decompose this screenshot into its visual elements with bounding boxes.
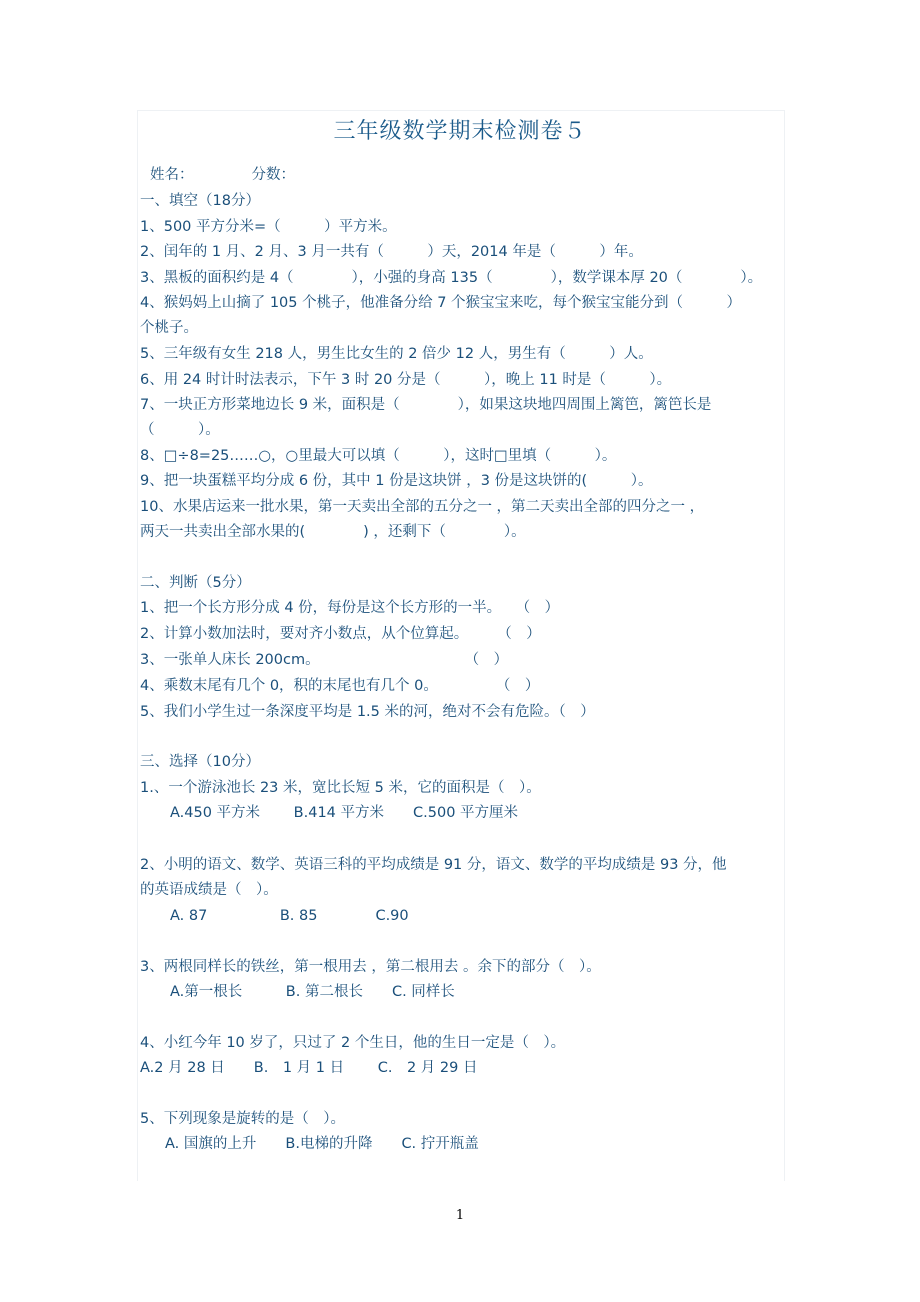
section-judge-heading: 二、判断（5分）: [140, 575, 251, 591]
fill-question-5: 5、三年级有女生 218 人，男生比女生的 2 倍少 12 人，男生有（ ）人。: [140, 346, 653, 362]
choice-question-3: 3、两根同样长的铁丝，第一根用去 ，第二根用去 。余下的部分（ ）。: [140, 959, 601, 975]
judge-question-5: 5、我们小学生过一条深度平均是 1.5 米的河，绝对不会有危险。（ ）: [140, 704, 595, 720]
choice-question-2-options: A. 87 B. 85 C.90: [170, 908, 409, 924]
name-label: 姓名：: [150, 167, 194, 183]
fill-question-6: 6、用 24 时计时法表示，下午 3 时 20 分是（ ），晚上 11 时是（ ）。: [140, 372, 672, 388]
section-fill-heading: 一、填空（18分）: [140, 193, 260, 209]
judge-question-1: 1、把一个长方形分成 4 份，每份是这个长方形的一半。 （ ）: [140, 600, 560, 616]
judge-question-3: 3、一张单人床长 200cm。 （ ）: [140, 652, 509, 668]
choice-question-3-options: A.第一根长 B. 第二根长 C. 同样长: [170, 984, 455, 1000]
judge-question-4: 4、乘数末尾有几个 0，积的末尾也有几个 0。 （ ）: [140, 678, 540, 694]
fill-question-1: 1、500 平方分米=（ ）平方米。: [140, 219, 397, 235]
judge-question-2: 2、计算小数加法时，要对齐小数点，从个位算起。 （ ）: [140, 626, 541, 642]
fill-question-7: 7、一块正方形菜地边长 9 米，面积是（ ），如果这块地四周围上篱笆，篱笆长是: [140, 397, 712, 413]
student-info-line: [150, 165, 295, 185]
choice-question-5-options: A. 国旗的上升 B.电梯的升降 C. 拧开瓶盖: [165, 1136, 479, 1152]
page-title: 三年级数学期末检测卷５: [333, 119, 587, 144]
fill-question-4: 4、猴妈妈上山摘了 105 个桃子，他准备分给 7 个猴宝宝来吃，每个猴宝宝能分到（ ）: [140, 295, 742, 311]
fill-question-8: 8、□÷8=25……○，○里最大可以填（ ），这时□里填（ ）。: [140, 448, 617, 464]
choice-question-1-options: A.450 平方米 B.414 平方米 C.500 平方厘米: [170, 805, 519, 821]
choice-question-5: 5、下列现象是旋转的是（ ）。: [140, 1111, 345, 1127]
fill-question-3: 3、黑板的面积约是 4（ ），小强的身高 135（ ），数学课本厚 20（ ）。: [140, 270, 763, 286]
choice-question-4: 4、小红今年 10 岁了，只过了 2 个生日，他的生日一定是（ ）。: [140, 1035, 566, 1051]
choice-question-4-options: A.2 月 28 日 B. 1 月 1 日 C. 2 月 29 日: [140, 1060, 478, 1076]
section-choice-heading: 三、选择（10分）: [140, 754, 260, 770]
fill-question-10: 10、水果店运来一批水果，第一天卖出全部的五分之一 ，第二天卖出全部的四分之一 ，: [140, 499, 705, 515]
fill-question-10-cont: 两天一共卖出全部水果的( ) ，还剩下（ ）。: [140, 524, 526, 540]
fill-question-9: 9、把一块蛋糕平均分成 6 份，其中 1 份是这块饼 ，3 份是这块饼的( ）。: [140, 473, 653, 489]
choice-question-2-cont: 的英语成绩是（ ）。: [140, 882, 278, 898]
fill-question-4-cont: 个桃子。: [140, 320, 198, 336]
page-number: 1: [455, 1208, 465, 1223]
choice-question-1: 1.、一个游泳池长 23 米，宽比长短 5 米，它的面积是（ ）。: [140, 780, 541, 796]
score-label: 分数：: [251, 167, 295, 183]
choice-question-2: 2、小明的语文、数学、英语三科的平均成绩是 91 分，语文、数学的平均成绩是 93 分，他: [140, 857, 727, 873]
fill-question-2: 2、闰年的 1 月、2 月、3 月一共有（ ）天，2014 年是（ ）年。: [140, 244, 643, 260]
fill-question-7-cont: （ ）。: [140, 422, 220, 438]
